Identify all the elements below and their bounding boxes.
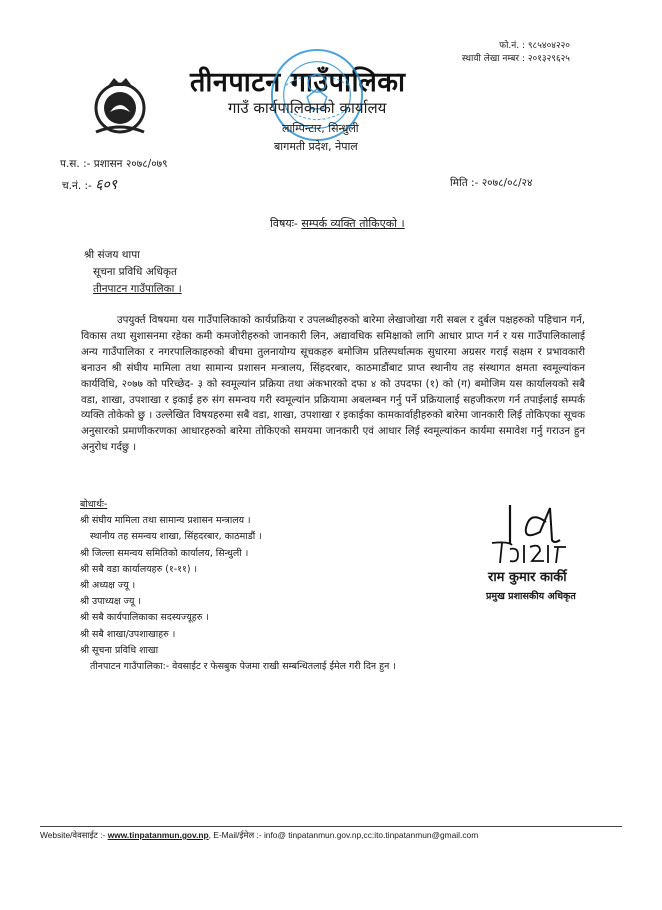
cc-item: श्री सबै कार्यपालिकाका सदस्यज्यूहरु । (80, 612, 209, 624)
subject-text: सम्पर्क व्यक्ति तोकिएको । (301, 217, 405, 230)
subject-line (270, 216, 405, 231)
letter-reference: प.स. :- प्रशासन २०७८/०७९ (60, 158, 168, 170)
cc-item: तीनपाटन गाउँपालिका:- वेवसाईट र फेसबुक पेजमा राखी सम्बन्धितलाई ईमेल गरी दिन हुन । (90, 661, 396, 673)
cc-item: श्री सूचना प्रविधि शाखा (80, 644, 158, 656)
cc-item: श्री सबै वडा कार्यालयहरु (१-११) । (80, 563, 198, 575)
cc-item: स्थानीय तह समन्वय शाखा, सिंहदरबार, काठमाडौं । (90, 531, 262, 543)
cc-item: श्री सबै शाखा/उपशाखाहरु । (80, 628, 176, 640)
signature-date-scribble-icon (488, 537, 570, 567)
cc-item: श्री संघीय मामिला तथा सामान्य प्रशासन मन्त्रालय । (80, 515, 251, 527)
footer-email-link[interactable]: info@ tinpatanmun.gov.np,cc:ito.tinpatanmun@gmail.com (263, 830, 479, 840)
cc-item: श्री उपाध्यक्ष ज्यू । (80, 596, 141, 608)
letter-body: उपयुर्क्त विषयमा यस गाउँपालिकाको कार्यप्रक्रिया र उपलब्धीहरुको बारेमा लेखाजोखा गरी सबल र दुर्बल पक्षहरुको पहिचान गर्न, विकास तथा सुशासनमा रहेका कमी कमजोरीहरुको जानकारी लिन, अद्यावधिक समिक्षाको लागि आधार प्राप्त गर्न र यस गाउँपालिकालाई अन्य गाउँपालिका र नगरपालिकाहरुको बीचमा तुलनायोग्य सूचकहरु बमोजिम प्रतिस्पर्धात्मक सुधारमा अग्रसर गराई सक्षम र प्रभावकारी बनाउन श्री संघीय मामिला तथा सामान्य प्रशासन मन्त्रालय, सिंहदरबार, काठमाडौंबाट प्राप्त स्थानीय तह संस्थागत क्षमता स्वमूल्यांकन कार्यविधि, २०७७ को परिच्छेद- ३ को स्वमूल्यांन प्रक्रिया तथा अंकभारको दफा ४ को उपदफा (१) को (ग) बमोजिम यस कार्यालयको सबै वडा, शाखा, उपशाखा र इकाई हरु संग समन्वय गरी स्वमूल्यांन प्रक्रियामा अबलम्बन गर्नु पर्ने प्रक्रियालाई सहजीकरण गर्न तपाईलाई सम्पर्क व्यक्ति तोकेको छु । उल्लेखित विषयहरुमा सबै वडा, शाखा, उपशाखा र इकाईका कामकार्वाहीहरुको बारेमा जानकारी लिई तोकिएका सूचक अनुसारको प्रमाणीकरणका आधारहरुको बारेमा तोकिएको समयमा जानकारी एवं आधार लिई स्वमूल्यांकन कार्यमा समावेश गर्नु गराउन हुन अनुरोध गर्दछु । (81, 315, 585, 454)
office-name: गाउँ कार्यपालिकाको कार्यालय (228, 99, 387, 117)
address-line-2: बागमती प्रदेश, नेपाल (274, 140, 358, 153)
footer (40, 830, 478, 841)
phone-number: फो.नं. : ९८५४०४२२० (499, 41, 570, 51)
letter-date: मिति :- २०७८/०८/२४ (450, 177, 533, 189)
recipient-title: सूचना प्रविधि अधिकृत (93, 266, 177, 278)
cc-list (80, 497, 396, 675)
footer-divider (40, 826, 622, 827)
dispatch-number-handwritten: ६०९ (95, 177, 118, 193)
cc-item: श्री जिल्ला समन्वय समितिको कार्यालय, सिन्धुली । (80, 547, 249, 559)
signatory-title: प्रमुख प्रशासकीय अधिकृत (486, 591, 576, 602)
dispatch-number-label: च.नं. :- (62, 180, 92, 192)
municipality-name: तीनपाटन गाउँपालिका (190, 67, 406, 98)
cc-title: बोधार्थः- (80, 499, 108, 510)
footer-website-link[interactable]: www.tinpatanmun.gov.np (107, 830, 209, 840)
subject-label: विषयः- (270, 217, 298, 230)
recipient-name: श्री संजय थापा (84, 249, 140, 261)
permanent-account-number: स्थायी लेखा नम्बर : २०१३२९६२५ (461, 54, 570, 64)
recipient-org: तीनपाटन गाउँपालिका । (93, 283, 182, 295)
footer-website-label: Website/वेवसाईट :- (40, 830, 106, 840)
address-line-1: लाम्पिन्टार, सिन्धुली (282, 122, 359, 135)
dispatch-number (62, 175, 117, 194)
nepal-emblem-icon (88, 74, 152, 138)
footer-email-label: , E-Mail/ईमेल :- (208, 830, 262, 840)
signatory-name: राम कुमार कार्की (488, 570, 567, 585)
cc-item: श्री अध्यक्ष ज्यू । (80, 580, 136, 592)
